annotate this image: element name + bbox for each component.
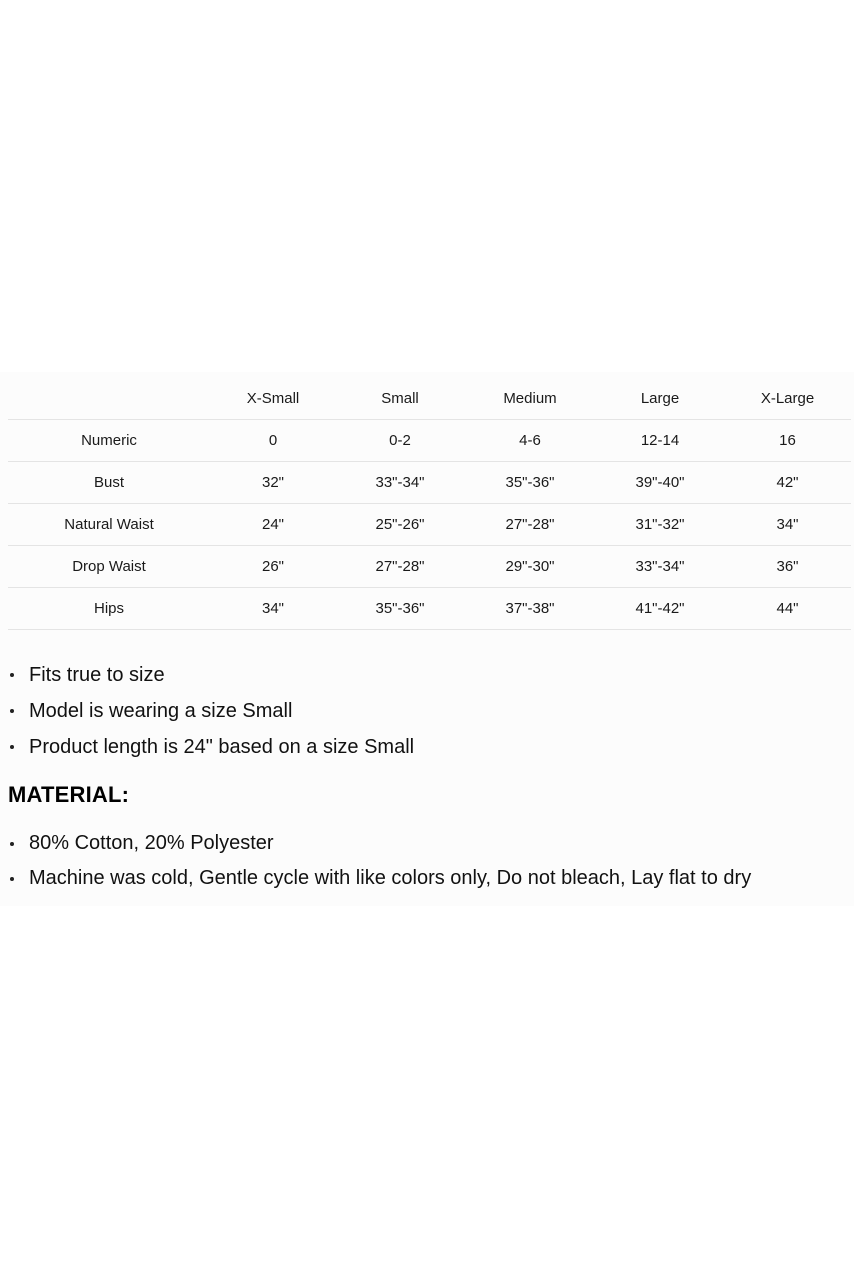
- list-item: Machine was cold, Gentle cycle with like colors only, Do not bleach, Lay flat to dry: [8, 861, 751, 896]
- table-cell: 32": [210, 461, 336, 503]
- table-cell: 24": [210, 503, 336, 545]
- table-cell: 27"-28": [336, 545, 464, 587]
- table-cell: 34": [210, 587, 336, 629]
- table-cell: 29"-30": [464, 545, 596, 587]
- table-cell: 25"-26": [336, 503, 464, 545]
- table-cell: 36": [724, 545, 851, 587]
- material-list: [8, 826, 751, 896]
- fit-notes-list: [8, 657, 414, 765]
- row-label: Drop Waist: [8, 545, 210, 587]
- table-cell: 16: [724, 419, 851, 461]
- table-cell: 27"-28": [464, 503, 596, 545]
- table-cell: 12-14: [596, 419, 724, 461]
- row-label: Numeric: [8, 419, 210, 461]
- table-cell: 4-6: [464, 419, 596, 461]
- table-cell: 31"-32": [596, 503, 724, 545]
- row-label: Natural Waist: [8, 503, 210, 545]
- table-row: [8, 503, 851, 545]
- table-cell: 33"-34": [596, 545, 724, 587]
- table-cell: 0: [210, 419, 336, 461]
- row-label: Bust: [8, 461, 210, 503]
- table-cell: 26": [210, 545, 336, 587]
- table-cell: 0-2: [336, 419, 464, 461]
- table-cell: 39"-40": [596, 461, 724, 503]
- size-chart-table: [8, 378, 851, 630]
- column-header-x-large: X-Large: [724, 378, 851, 419]
- table-cell: 41"-42": [596, 587, 724, 629]
- table-cell: 42": [724, 461, 851, 503]
- table-row: [8, 461, 851, 503]
- material-heading: MATERIAL:: [8, 782, 130, 807]
- table-cell: 37"-38": [464, 587, 596, 629]
- size-chart-header-row: [8, 378, 851, 419]
- column-header: [8, 378, 210, 419]
- column-header-large: Large: [596, 378, 724, 419]
- list-item: 80% Cotton, 20% Polyester: [8, 826, 751, 861]
- list-item: Model is wearing a size Small: [8, 693, 414, 729]
- column-header-small: Small: [336, 378, 464, 419]
- column-header-medium: Medium: [464, 378, 596, 419]
- table-row: [8, 587, 851, 629]
- row-label: Hips: [8, 587, 210, 629]
- table-cell: 44": [724, 587, 851, 629]
- table-row: [8, 545, 851, 587]
- table-cell: 35"-36": [336, 587, 464, 629]
- column-header-x-small: X-Small: [210, 378, 336, 419]
- table-cell: 33"-34": [336, 461, 464, 503]
- table-cell: 35"-36": [464, 461, 596, 503]
- table-row: [8, 419, 851, 461]
- table-cell: 34": [724, 503, 851, 545]
- list-item: Fits true to size: [8, 657, 414, 693]
- list-item: Product length is 24" based on a size Small: [8, 729, 414, 765]
